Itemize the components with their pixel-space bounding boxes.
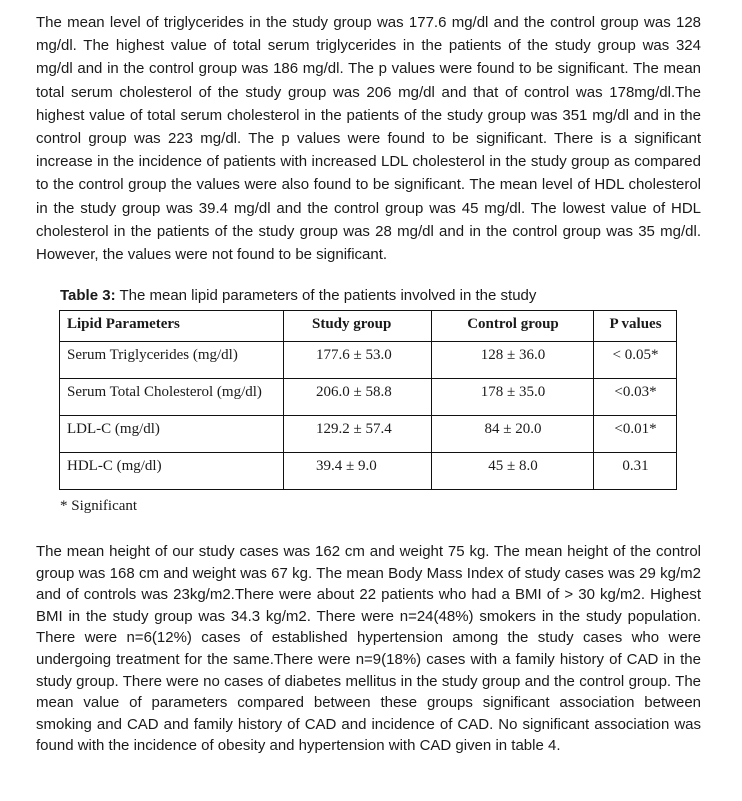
cell-control-value: 84 ± 20.0: [432, 416, 594, 453]
cell-parameter: Serum Total Cholesterol (mg/dl): [60, 379, 284, 416]
cell-study-value: 129.2 ± 57.4: [284, 416, 432, 453]
table-row: [60, 416, 677, 453]
table-footnote: * Significant: [60, 498, 138, 514]
cell-parameter: HDL-C (mg/dl): [60, 453, 284, 490]
cell-p-value: <0.01*: [594, 416, 677, 453]
table-header-row: [60, 311, 677, 342]
header-study-group: Study group: [284, 311, 432, 342]
table-caption-text: The mean lipid parameters of the patients involved in the study: [115, 287, 537, 304]
cell-p-value: <0.03*: [594, 379, 677, 416]
table-row: [60, 453, 677, 490]
table-row: [60, 342, 677, 379]
cell-p-value: < 0.05*: [594, 342, 677, 379]
header-lipid-parameters: Lipid Parameters: [60, 311, 284, 342]
cell-parameter: Serum Triglycerides (mg/dl): [60, 342, 284, 379]
cell-parameter: LDL-C (mg/dl): [60, 416, 284, 453]
table-row: [60, 379, 677, 416]
cell-study-value: 177.6 ± 53.0: [284, 342, 432, 379]
cell-control-value: 128 ± 36.0: [432, 342, 594, 379]
table-caption: [60, 287, 536, 304]
table-caption-label: Table 3:: [60, 287, 116, 304]
cell-study-value: 39.4 ± 9.0: [284, 453, 432, 490]
cell-p-value: 0.31: [594, 453, 677, 490]
cell-control-value: 45 ± 8.0: [432, 453, 594, 490]
lipid-parameters-table: [59, 310, 677, 490]
paragraph-anthropometric-results: The mean height of our study cases was 162 cm and weight 75 kg. The mean height of the control group was 168 cm and weight was 67 kg. The mean Body Mass Index of study cases was 29 kg/m2 and of controls was 23kg/m2.There were about 22 patients who had a BMI of > 30 kg/m2. Highest BMI in the study group was 34.3 kg/m2. There were n=24(48%) smokers in the study population. There were n=6(12%) cases of established hypertension among the study cases who were undergoing treatment for the same.There were n=9(18%) cases with a family history of CAD in the study group. There were no cases of diabetes mellitus in the study group and the control group. The mean value of parameters compared between these groups significant association between smoking and CAD and family history of CAD and incidence of CAD. No significant association was found with the incidence of obesity and hypertension with CAD given in table 4.: [36, 543, 701, 755]
cell-study-value: 206.0 ± 58.8: [284, 379, 432, 416]
paragraph-lipid-results: The mean level of triglycerides in the study group was 177.6 mg/dl and the control group was 128 mg/dl. The highest value of total serum triglycerides in the patients of the study group was 324 mg/dl and in the control group was 186 mg/dl. The p values were found to be significant. The mean total serum cholesterol of the study group was 206 mg/dl and that of control was 178mg/dl.The highest value of total serum cholesterol in the patients of the study group was 351 mg/dl and in the control group was 223 mg/dl. The p values were found to be significant. There is a significant increase in the incidence of patients with increased LDL cholesterol in the study group as compared to the control group the values were also found to be significant. The mean level of HDL cholesterol in the study group was 39.4 mg/dl and the control group was 45 mg/dl. The lowest value of HDL cholesterol in the patients of the study group was 28 mg/dl and in the control group was 35 mg/dl. However, the values were not found to be significant.: [36, 14, 701, 264]
cell-control-value: 178 ± 35.0: [432, 379, 594, 416]
header-p-values: P values: [594, 311, 677, 342]
header-control-group: Control group: [432, 311, 594, 342]
